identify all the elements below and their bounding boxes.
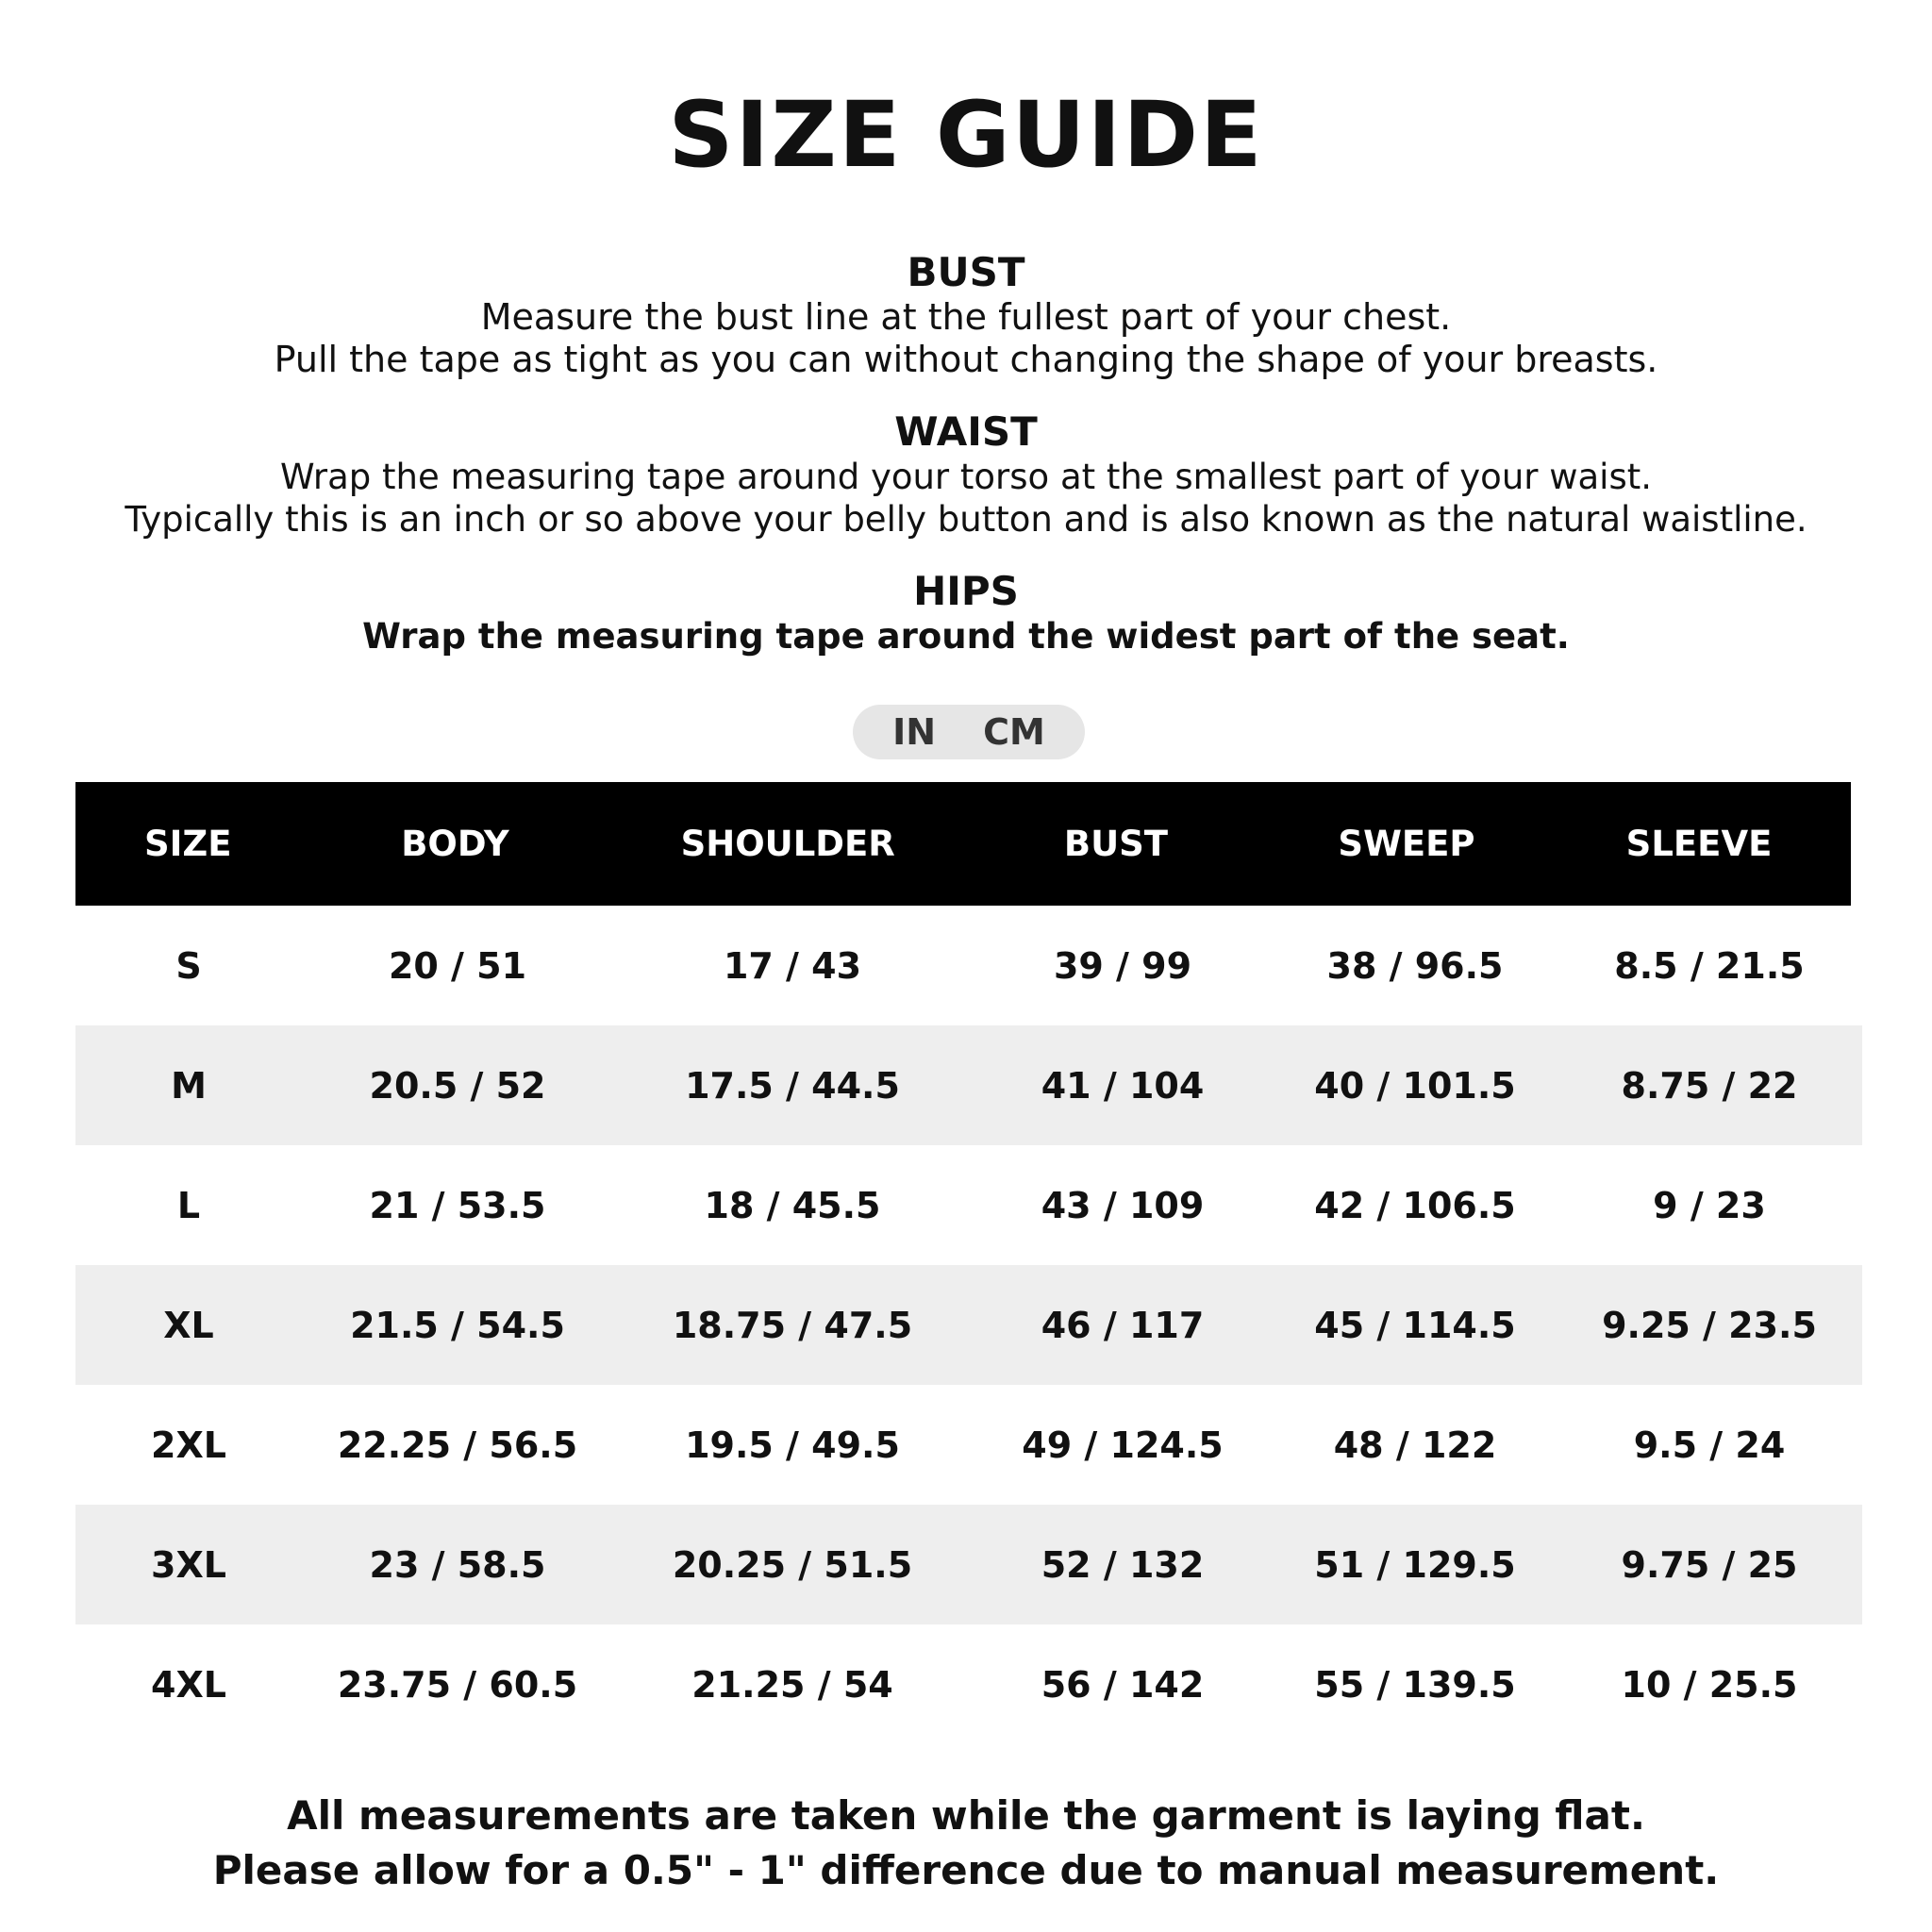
cell-body: 20 / 51 <box>388 944 527 987</box>
cell-body: 21.5 / 54.5 <box>350 1304 565 1346</box>
measurement-note-line-2: Please allow for a 0.5" - 1" difference due to manual measurement. <box>212 1847 1720 1893</box>
table-row <box>75 1505 1862 1624</box>
unit-toggle[interactable] <box>853 705 1085 759</box>
header-size: SIZE <box>143 824 232 864</box>
cell-body: 20.5 / 52 <box>369 1064 546 1107</box>
waist-heading: WAIST <box>894 408 1038 455</box>
cell-sweep: 51 / 129.5 <box>1314 1543 1516 1586</box>
cell-size: S <box>175 944 202 987</box>
cell-sweep: 48 / 122 <box>1333 1424 1497 1466</box>
hips-heading: HIPS <box>913 568 1019 614</box>
table-row <box>75 1624 1862 1744</box>
page-title: SIZE GUIDE <box>668 82 1264 188</box>
cell-sleeve: 9 / 23 <box>1653 1184 1766 1226</box>
cell-sleeve: 10 / 25.5 <box>1621 1663 1798 1706</box>
cell-bust: 39 / 99 <box>1053 944 1192 987</box>
cell-size: 3XL <box>151 1543 226 1586</box>
cell-sleeve: 9.5 / 24 <box>1633 1424 1786 1466</box>
header-sleeve: SLEEVE <box>1625 824 1773 864</box>
cell-body: 22.25 / 56.5 <box>337 1424 578 1466</box>
header-body: BODY <box>401 824 509 864</box>
table-row <box>75 1265 1862 1385</box>
table-row <box>75 1385 1862 1505</box>
cell-shoulder: 18.75 / 47.5 <box>672 1304 913 1346</box>
hips-instruction-line-1: Wrap the measuring tape around the widest part of the seat. <box>362 616 1570 657</box>
cell-body: 23.75 / 60.5 <box>337 1663 578 1706</box>
cell-size: 4XL <box>151 1663 226 1706</box>
cell-sleeve: 9.25 / 23.5 <box>1602 1304 1817 1346</box>
cell-sweep: 40 / 101.5 <box>1314 1064 1516 1107</box>
header-shoulder: SHOULDER <box>680 824 895 864</box>
waist-instruction-line-1: Wrap the measuring tape around your torso at the smallest part of your waist. <box>279 457 1653 497</box>
cell-bust: 43 / 109 <box>1041 1184 1205 1226</box>
bust-heading: BUST <box>907 249 1025 295</box>
cell-sweep: 45 / 114.5 <box>1314 1304 1516 1346</box>
cell-body: 23 / 58.5 <box>369 1543 546 1586</box>
cell-shoulder: 17.5 / 44.5 <box>685 1064 900 1107</box>
unit-toggle-cm[interactable]: CM <box>983 711 1045 753</box>
cell-body: 21 / 53.5 <box>369 1184 546 1226</box>
cell-size: M <box>171 1064 207 1107</box>
cell-bust: 46 / 117 <box>1041 1304 1205 1346</box>
table-row <box>75 1145 1862 1265</box>
cell-sleeve: 8.5 / 21.5 <box>1614 944 1805 987</box>
table-row <box>75 906 1862 1025</box>
measurement-note-line-1: All measurements are taken while the garment is laying flat. <box>287 1792 1645 1839</box>
cell-bust: 52 / 132 <box>1041 1543 1205 1586</box>
waist-instruction-line-2: Typically this is an inch or so above your belly button and is also known as the natural waistline. <box>125 499 1807 540</box>
waist-section <box>0 408 1932 541</box>
size-table <box>75 782 1862 1744</box>
cell-bust: 41 / 104 <box>1041 1064 1205 1107</box>
cell-sweep: 42 / 106.5 <box>1314 1184 1516 1226</box>
cell-size: 2XL <box>151 1424 226 1466</box>
cell-sweep: 55 / 139.5 <box>1314 1663 1516 1706</box>
cell-bust: 56 / 142 <box>1041 1663 1205 1706</box>
cell-sweep: 38 / 96.5 <box>1326 944 1504 987</box>
cell-size: L <box>176 1184 201 1226</box>
table-row <box>75 1025 1862 1145</box>
bust-instruction-line-2: Pull the tape as tight as you can without changing the shape of your breasts. <box>274 339 1658 380</box>
cell-shoulder: 18 / 45.5 <box>704 1184 881 1226</box>
bust-instruction-line-1: Measure the bust line at the fullest part of your chest. <box>480 296 1452 338</box>
cell-shoulder: 20.25 / 51.5 <box>672 1543 913 1586</box>
cell-shoulder: 17 / 43 <box>723 944 862 987</box>
cell-sleeve: 9.75 / 25 <box>1621 1543 1798 1586</box>
size-table-header <box>75 782 1851 906</box>
cell-size: XL <box>163 1304 214 1346</box>
hips-section <box>0 568 1932 658</box>
bust-section <box>0 249 1932 381</box>
cell-shoulder: 19.5 / 49.5 <box>685 1424 900 1466</box>
header-sweep: SWEEP <box>1338 824 1475 864</box>
measurement-note <box>0 1789 1932 1898</box>
cell-bust: 49 / 124.5 <box>1022 1424 1224 1466</box>
header-bust: BUST <box>1063 824 1169 864</box>
unit-toggle-in[interactable]: IN <box>892 711 937 753</box>
cell-shoulder: 21.25 / 54 <box>691 1663 893 1706</box>
cell-sleeve: 8.75 / 22 <box>1621 1064 1798 1107</box>
